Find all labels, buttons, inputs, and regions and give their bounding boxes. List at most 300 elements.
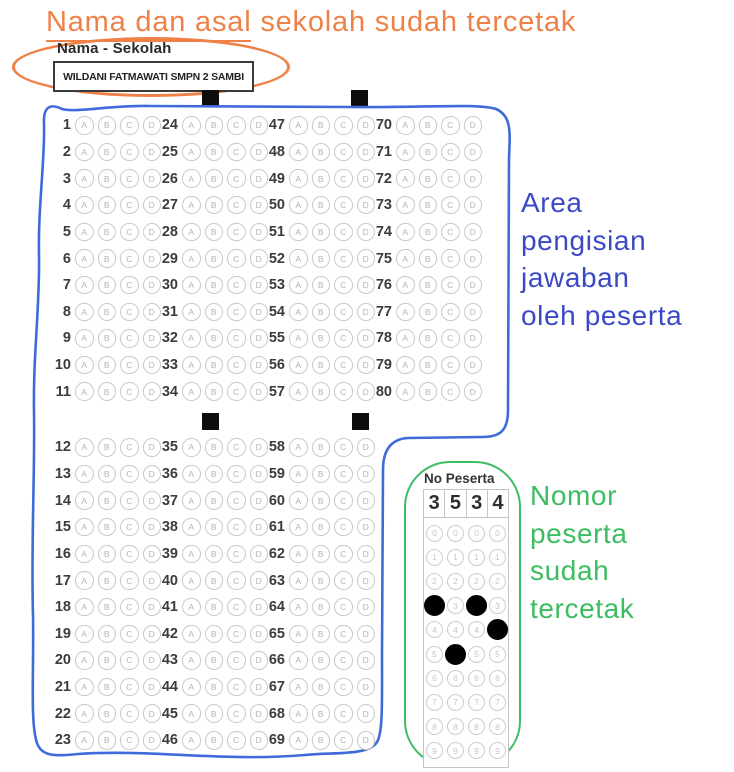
answer-bubble-b[interactable]: B (419, 223, 438, 242)
answer-bubble-a[interactable]: A (289, 704, 308, 723)
answer-bubble-a[interactable]: A (182, 303, 201, 322)
answer-bubble-b[interactable]: B (312, 678, 331, 697)
answer-bubble-b[interactable]: B (312, 598, 331, 617)
answer-bubble-b[interactable]: B (312, 196, 331, 215)
answer-bubble-c[interactable]: C (334, 196, 353, 215)
answer-bubble-a[interactable]: A (182, 518, 201, 537)
answer-bubble-b[interactable]: B (98, 571, 117, 590)
answer-bubble-c[interactable]: C (441, 196, 460, 215)
answer-bubble-a[interactable]: A (396, 116, 415, 135)
answer-bubble-a[interactable]: A (289, 651, 308, 670)
answer-bubble-b[interactable]: B (205, 276, 224, 295)
answer-bubble-c[interactable]: C (227, 329, 246, 348)
answer-bubble-a[interactable]: A (75, 169, 94, 188)
answer-bubble-d[interactable]: D (357, 303, 376, 322)
answer-bubble-a[interactable]: A (289, 329, 308, 348)
answer-bubble-d[interactable]: D (143, 169, 162, 188)
participant-bubble[interactable]: 8 (468, 718, 485, 735)
participant-bubble[interactable]: 7 (426, 694, 443, 711)
answer-bubble-c[interactable]: C (227, 143, 246, 162)
answer-bubble-c[interactable]: C (120, 731, 139, 750)
participant-bubble[interactable]: 8 (489, 718, 506, 735)
participant-bubble[interactable]: 9 (468, 742, 485, 759)
answer-bubble-b[interactable]: B (98, 518, 117, 537)
answer-bubble-d[interactable]: D (464, 382, 483, 401)
answer-bubble-d[interactable]: D (357, 491, 376, 510)
answer-bubble-d[interactable]: D (250, 329, 269, 348)
participant-bubble[interactable]: 7 (447, 694, 464, 711)
answer-bubble-a[interactable]: A (289, 143, 308, 162)
answer-bubble-b[interactable]: B (205, 223, 224, 242)
answer-bubble-d[interactable]: D (143, 382, 162, 401)
answer-bubble-c[interactable]: C (120, 143, 139, 162)
answer-bubble-a[interactable]: A (182, 625, 201, 644)
answer-bubble-b[interactable]: B (419, 329, 438, 348)
answer-bubble-c[interactable]: C (120, 465, 139, 484)
answer-bubble-b[interactable]: B (312, 169, 331, 188)
answer-bubble-b[interactable]: B (312, 143, 331, 162)
answer-bubble-c[interactable]: C (120, 303, 139, 322)
participant-bubble[interactable]: 5 (426, 646, 443, 663)
answer-bubble-c[interactable]: C (120, 438, 139, 457)
answer-bubble-d[interactable]: D (143, 545, 162, 564)
answer-bubble-d[interactable]: D (143, 143, 162, 162)
answer-bubble-d[interactable]: D (250, 143, 269, 162)
answer-bubble-a[interactable]: A (182, 678, 201, 697)
answer-bubble-d[interactable]: D (143, 651, 162, 670)
answer-bubble-b[interactable]: B (419, 303, 438, 322)
answer-bubble-b[interactable]: B (98, 704, 117, 723)
answer-bubble-d[interactable]: D (143, 249, 162, 268)
answer-bubble-a[interactable]: A (182, 116, 201, 135)
answer-bubble-c[interactable]: C (334, 598, 353, 617)
answer-bubble-b[interactable]: B (312, 329, 331, 348)
answer-bubble-b[interactable]: B (98, 249, 117, 268)
answer-bubble-c[interactable]: C (227, 491, 246, 510)
answer-bubble-d[interactable]: D (464, 143, 483, 162)
answer-bubble-d[interactable]: D (357, 598, 376, 617)
answer-bubble-b[interactable]: B (98, 382, 117, 401)
participant-bubble[interactable]: 5 (489, 646, 506, 663)
answer-bubble-d[interactable]: D (357, 143, 376, 162)
answer-bubble-d[interactable]: D (250, 571, 269, 590)
answer-bubble-c[interactable]: C (334, 465, 353, 484)
answer-bubble-b[interactable]: B (98, 143, 117, 162)
answer-bubble-c[interactable]: C (227, 382, 246, 401)
answer-bubble-c[interactable]: C (334, 329, 353, 348)
answer-bubble-b[interactable]: B (312, 651, 331, 670)
answer-bubble-a[interactable]: A (75, 678, 94, 697)
answer-bubble-a[interactable]: A (75, 571, 94, 590)
answer-bubble-b[interactable]: B (419, 276, 438, 295)
answer-bubble-b[interactable]: B (419, 116, 438, 135)
answer-bubble-b[interactable]: B (205, 249, 224, 268)
participant-bubble[interactable]: 0 (468, 525, 485, 542)
answer-bubble-d[interactable]: D (143, 223, 162, 242)
answer-bubble-b[interactable]: B (98, 438, 117, 457)
answer-bubble-a[interactable]: A (289, 223, 308, 242)
answer-bubble-a[interactable]: A (75, 116, 94, 135)
answer-bubble-d[interactable]: D (464, 356, 483, 375)
answer-bubble-a[interactable]: A (182, 249, 201, 268)
answer-bubble-c[interactable]: C (120, 356, 139, 375)
answer-bubble-c[interactable]: C (334, 571, 353, 590)
answer-bubble-a[interactable]: A (396, 169, 415, 188)
answer-bubble-a[interactable]: A (75, 491, 94, 510)
answer-bubble-c[interactable]: C (441, 143, 460, 162)
answer-bubble-d[interactable]: D (357, 625, 376, 644)
answer-bubble-d[interactable]: D (464, 169, 483, 188)
answer-bubble-c[interactable]: C (227, 598, 246, 617)
answer-bubble-a[interactable]: A (396, 143, 415, 162)
answer-bubble-a[interactable]: A (396, 303, 415, 322)
participant-bubble[interactable]: 1 (489, 549, 506, 566)
answer-bubble-a[interactable]: A (289, 678, 308, 697)
answer-bubble-d[interactable]: D (250, 249, 269, 268)
answer-bubble-b[interactable]: B (312, 491, 331, 510)
answer-bubble-a[interactable]: A (75, 249, 94, 268)
participant-bubble[interactable]: 1 (426, 549, 443, 566)
participant-bubble-filled[interactable] (424, 595, 445, 616)
answer-bubble-a[interactable]: A (396, 249, 415, 268)
participant-bubble[interactable]: 3 (447, 597, 464, 614)
answer-bubble-c[interactable]: C (120, 678, 139, 697)
answer-bubble-d[interactable]: D (250, 545, 269, 564)
answer-bubble-c[interactable]: C (334, 169, 353, 188)
answer-bubble-d[interactable]: D (143, 303, 162, 322)
answer-bubble-d[interactable]: D (250, 651, 269, 670)
answer-bubble-d[interactable]: D (250, 356, 269, 375)
participant-bubble[interactable]: 6 (489, 670, 506, 687)
answer-bubble-d[interactable]: D (357, 465, 376, 484)
answer-bubble-c[interactable]: C (334, 143, 353, 162)
answer-bubble-d[interactable]: D (250, 518, 269, 537)
answer-bubble-a[interactable]: A (75, 196, 94, 215)
answer-bubble-a[interactable]: A (396, 382, 415, 401)
answer-bubble-c[interactable]: C (227, 249, 246, 268)
answer-bubble-b[interactable]: B (312, 382, 331, 401)
answer-bubble-c[interactable]: C (120, 223, 139, 242)
answer-bubble-c[interactable]: C (334, 704, 353, 723)
answer-bubble-b[interactable]: B (205, 598, 224, 617)
answer-bubble-a[interactable]: A (289, 625, 308, 644)
answer-bubble-c[interactable]: C (120, 169, 139, 188)
answer-bubble-a[interactable]: A (75, 518, 94, 537)
answer-bubble-a[interactable]: A (75, 465, 94, 484)
answer-bubble-d[interactable]: D (357, 731, 376, 750)
answer-bubble-c[interactable]: C (120, 276, 139, 295)
answer-bubble-a[interactable]: A (182, 169, 201, 188)
answer-bubble-a[interactable]: A (289, 518, 308, 537)
answer-bubble-b[interactable]: B (98, 625, 117, 644)
answer-bubble-b[interactable]: B (312, 303, 331, 322)
answer-bubble-c[interactable]: C (334, 249, 353, 268)
answer-bubble-d[interactable]: D (464, 196, 483, 215)
answer-bubble-a[interactable]: A (75, 704, 94, 723)
answer-bubble-a[interactable]: A (182, 598, 201, 617)
answer-bubble-d[interactable]: D (250, 438, 269, 457)
answer-bubble-b[interactable]: B (419, 356, 438, 375)
participant-bubble[interactable]: 8 (426, 718, 443, 735)
answer-bubble-c[interactable]: C (334, 651, 353, 670)
answer-bubble-c[interactable]: C (227, 438, 246, 457)
answer-bubble-a[interactable]: A (182, 382, 201, 401)
answer-bubble-d[interactable]: D (357, 249, 376, 268)
answer-bubble-c[interactable]: C (441, 249, 460, 268)
answer-bubble-a[interactable]: A (182, 223, 201, 242)
answer-bubble-d[interactable]: D (250, 196, 269, 215)
answer-bubble-a[interactable]: A (75, 356, 94, 375)
answer-bubble-c[interactable]: C (334, 731, 353, 750)
answer-bubble-b[interactable]: B (419, 196, 438, 215)
answer-bubble-a[interactable]: A (182, 491, 201, 510)
answer-bubble-b[interactable]: B (98, 169, 117, 188)
answer-bubble-a[interactable]: A (182, 143, 201, 162)
answer-bubble-c[interactable]: C (334, 116, 353, 135)
answer-bubble-c[interactable]: C (120, 704, 139, 723)
answer-bubble-b[interactable]: B (312, 223, 331, 242)
answer-bubble-d[interactable]: D (143, 704, 162, 723)
answer-bubble-d[interactable]: D (464, 249, 483, 268)
answer-bubble-a[interactable]: A (289, 196, 308, 215)
answer-bubble-c[interactable]: C (227, 545, 246, 564)
answer-bubble-d[interactable]: D (250, 465, 269, 484)
answer-bubble-c[interactable]: C (441, 223, 460, 242)
answer-bubble-c[interactable]: C (227, 303, 246, 322)
answer-bubble-b[interactable]: B (312, 356, 331, 375)
answer-bubble-a[interactable]: A (182, 731, 201, 750)
answer-bubble-c[interactable]: C (334, 438, 353, 457)
participant-bubble-filled[interactable] (466, 595, 487, 616)
answer-bubble-c[interactable]: C (120, 196, 139, 215)
answer-bubble-d[interactable]: D (143, 731, 162, 750)
answer-bubble-d[interactable]: D (464, 223, 483, 242)
answer-bubble-b[interactable]: B (98, 329, 117, 348)
answer-bubble-a[interactable]: A (75, 731, 94, 750)
answer-bubble-b[interactable]: B (205, 196, 224, 215)
answer-bubble-a[interactable]: A (289, 303, 308, 322)
answer-bubble-c[interactable]: C (334, 678, 353, 697)
answer-bubble-d[interactable]: D (250, 491, 269, 510)
participant-bubble[interactable]: 1 (447, 549, 464, 566)
participant-bubble[interactable]: 6 (468, 670, 485, 687)
answer-bubble-a[interactable]: A (75, 651, 94, 670)
answer-bubble-c[interactable]: C (227, 276, 246, 295)
answer-bubble-d[interactable]: D (143, 518, 162, 537)
participant-bubble[interactable]: 0 (447, 525, 464, 542)
answer-bubble-a[interactable]: A (289, 491, 308, 510)
answer-bubble-b[interactable]: B (205, 545, 224, 564)
answer-bubble-d[interactable]: D (357, 356, 376, 375)
answer-bubble-a[interactable]: A (396, 356, 415, 375)
answer-bubble-b[interactable]: B (312, 704, 331, 723)
answer-bubble-b[interactable]: B (98, 276, 117, 295)
answer-bubble-a[interactable]: A (182, 651, 201, 670)
participant-bubble[interactable]: 5 (468, 646, 485, 663)
answer-bubble-b[interactable]: B (312, 438, 331, 457)
participant-bubble[interactable]: 2 (447, 573, 464, 590)
answer-bubble-c[interactable]: C (120, 625, 139, 644)
answer-bubble-d[interactable]: D (143, 491, 162, 510)
participant-bubble[interactable]: 7 (468, 694, 485, 711)
answer-bubble-a[interactable]: A (182, 329, 201, 348)
answer-bubble-d[interactable]: D (250, 169, 269, 188)
answer-bubble-c[interactable]: C (441, 169, 460, 188)
participant-bubble[interactable]: 4 (468, 621, 485, 638)
answer-bubble-d[interactable]: D (250, 303, 269, 322)
answer-bubble-a[interactable]: A (182, 704, 201, 723)
answer-bubble-a[interactable]: A (289, 169, 308, 188)
answer-bubble-c[interactable]: C (441, 382, 460, 401)
answer-bubble-d[interactable]: D (357, 678, 376, 697)
answer-bubble-d[interactable]: D (250, 598, 269, 617)
answer-bubble-b[interactable]: B (98, 678, 117, 697)
answer-bubble-a[interactable]: A (182, 276, 201, 295)
answer-bubble-d[interactable]: D (143, 465, 162, 484)
answer-bubble-a[interactable]: A (289, 249, 308, 268)
answer-bubble-a[interactable]: A (182, 571, 201, 590)
answer-bubble-c[interactable]: C (441, 276, 460, 295)
answer-bubble-b[interactable]: B (312, 276, 331, 295)
answer-bubble-c[interactable]: C (120, 571, 139, 590)
answer-bubble-d[interactable]: D (250, 116, 269, 135)
answer-bubble-b[interactable]: B (419, 143, 438, 162)
answer-bubble-d[interactable]: D (143, 625, 162, 644)
answer-bubble-d[interactable]: D (250, 678, 269, 697)
answer-bubble-a[interactable]: A (289, 438, 308, 457)
answer-bubble-a[interactable]: A (289, 598, 308, 617)
answer-bubble-b[interactable]: B (98, 545, 117, 564)
answer-bubble-b[interactable]: B (205, 465, 224, 484)
answer-bubble-c[interactable]: C (334, 518, 353, 537)
participant-bubble[interactable]: 3 (489, 597, 506, 614)
answer-bubble-d[interactable]: D (357, 223, 376, 242)
participant-bubble[interactable]: 1 (468, 549, 485, 566)
answer-bubble-a[interactable]: A (289, 356, 308, 375)
participant-bubble[interactable]: 4 (426, 621, 443, 638)
participant-bubble[interactable]: 0 (426, 525, 443, 542)
answer-bubble-c[interactable]: C (227, 356, 246, 375)
answer-bubble-b[interactable]: B (98, 465, 117, 484)
answer-bubble-b[interactable]: B (205, 356, 224, 375)
answer-bubble-a[interactable]: A (289, 116, 308, 135)
answer-bubble-c[interactable]: C (227, 518, 246, 537)
answer-bubble-d[interactable]: D (464, 329, 483, 348)
participant-bubble-filled[interactable] (445, 644, 466, 665)
answer-bubble-d[interactable]: D (143, 678, 162, 697)
answer-bubble-b[interactable]: B (205, 625, 224, 644)
answer-bubble-b[interactable]: B (205, 518, 224, 537)
participant-bubble[interactable]: 2 (468, 573, 485, 590)
answer-bubble-d[interactable]: D (357, 196, 376, 215)
answer-bubble-a[interactable]: A (289, 545, 308, 564)
answer-bubble-a[interactable]: A (182, 545, 201, 564)
answer-bubble-b[interactable]: B (205, 731, 224, 750)
answer-bubble-a[interactable]: A (396, 329, 415, 348)
answer-bubble-b[interactable]: B (98, 651, 117, 670)
answer-bubble-b[interactable]: B (312, 545, 331, 564)
answer-bubble-c[interactable]: C (227, 116, 246, 135)
answer-bubble-c[interactable]: C (227, 704, 246, 723)
answer-bubble-c[interactable]: C (227, 465, 246, 484)
answer-bubble-b[interactable]: B (419, 169, 438, 188)
answer-bubble-c[interactable]: C (334, 303, 353, 322)
answer-bubble-d[interactable]: D (357, 438, 376, 457)
answer-bubble-b[interactable]: B (205, 303, 224, 322)
answer-bubble-d[interactable]: D (143, 116, 162, 135)
answer-bubble-c[interactable]: C (334, 276, 353, 295)
answer-bubble-a[interactable]: A (289, 276, 308, 295)
answer-bubble-d[interactable]: D (357, 329, 376, 348)
answer-bubble-b[interactable]: B (205, 651, 224, 670)
answer-bubble-c[interactable]: C (120, 651, 139, 670)
answer-bubble-b[interactable]: B (205, 704, 224, 723)
participant-bubble[interactable]: 9 (426, 742, 443, 759)
answer-bubble-c[interactable]: C (441, 356, 460, 375)
answer-bubble-d[interactable]: D (143, 276, 162, 295)
answer-bubble-d[interactable]: D (357, 571, 376, 590)
answer-bubble-d[interactable]: D (464, 303, 483, 322)
answer-bubble-c[interactable]: C (120, 598, 139, 617)
answer-bubble-b[interactable]: B (312, 571, 331, 590)
answer-bubble-c[interactable]: C (120, 329, 139, 348)
participant-bubble[interactable]: 9 (489, 742, 506, 759)
answer-bubble-b[interactable]: B (205, 329, 224, 348)
answer-bubble-b[interactable]: B (419, 249, 438, 268)
answer-bubble-a[interactable]: A (75, 143, 94, 162)
answer-bubble-b[interactable]: B (312, 518, 331, 537)
answer-bubble-c[interactable]: C (120, 116, 139, 135)
answer-bubble-c[interactable]: C (227, 571, 246, 590)
answer-bubble-d[interactable]: D (357, 518, 376, 537)
participant-bubble[interactable]: 9 (447, 742, 464, 759)
answer-bubble-b[interactable]: B (98, 356, 117, 375)
answer-bubble-b[interactable]: B (98, 303, 117, 322)
answer-bubble-d[interactable]: D (143, 196, 162, 215)
answer-bubble-c[interactable]: C (227, 196, 246, 215)
answer-bubble-a[interactable]: A (182, 438, 201, 457)
answer-bubble-b[interactable]: B (312, 625, 331, 644)
answer-bubble-a[interactable]: A (182, 465, 201, 484)
answer-bubble-b[interactable]: B (98, 116, 117, 135)
answer-bubble-c[interactable]: C (334, 545, 353, 564)
participant-bubble[interactable]: 8 (447, 718, 464, 735)
answer-bubble-a[interactable]: A (75, 625, 94, 644)
answer-bubble-d[interactable]: D (357, 382, 376, 401)
answer-bubble-d[interactable]: D (357, 545, 376, 564)
answer-bubble-c[interactable]: C (120, 545, 139, 564)
answer-bubble-d[interactable]: D (357, 651, 376, 670)
answer-bubble-b[interactable]: B (312, 465, 331, 484)
participant-bubble[interactable]: 4 (447, 621, 464, 638)
answer-bubble-b[interactable]: B (205, 382, 224, 401)
answer-bubble-b[interactable]: B (98, 491, 117, 510)
answer-bubble-a[interactable]: A (289, 382, 308, 401)
answer-bubble-c[interactable]: C (227, 651, 246, 670)
answer-bubble-d[interactable]: D (250, 223, 269, 242)
answer-bubble-d[interactable]: D (250, 731, 269, 750)
participant-bubble[interactable]: 7 (489, 694, 506, 711)
answer-bubble-a[interactable]: A (75, 382, 94, 401)
answer-bubble-c[interactable]: C (334, 223, 353, 242)
answer-bubble-a[interactable]: A (289, 731, 308, 750)
answer-bubble-a[interactable]: A (182, 356, 201, 375)
answer-bubble-b[interactable]: B (419, 382, 438, 401)
answer-bubble-a[interactable]: A (396, 223, 415, 242)
answer-bubble-c[interactable]: C (120, 382, 139, 401)
answer-bubble-d[interactable]: D (464, 116, 483, 135)
answer-bubble-c[interactable]: C (227, 169, 246, 188)
